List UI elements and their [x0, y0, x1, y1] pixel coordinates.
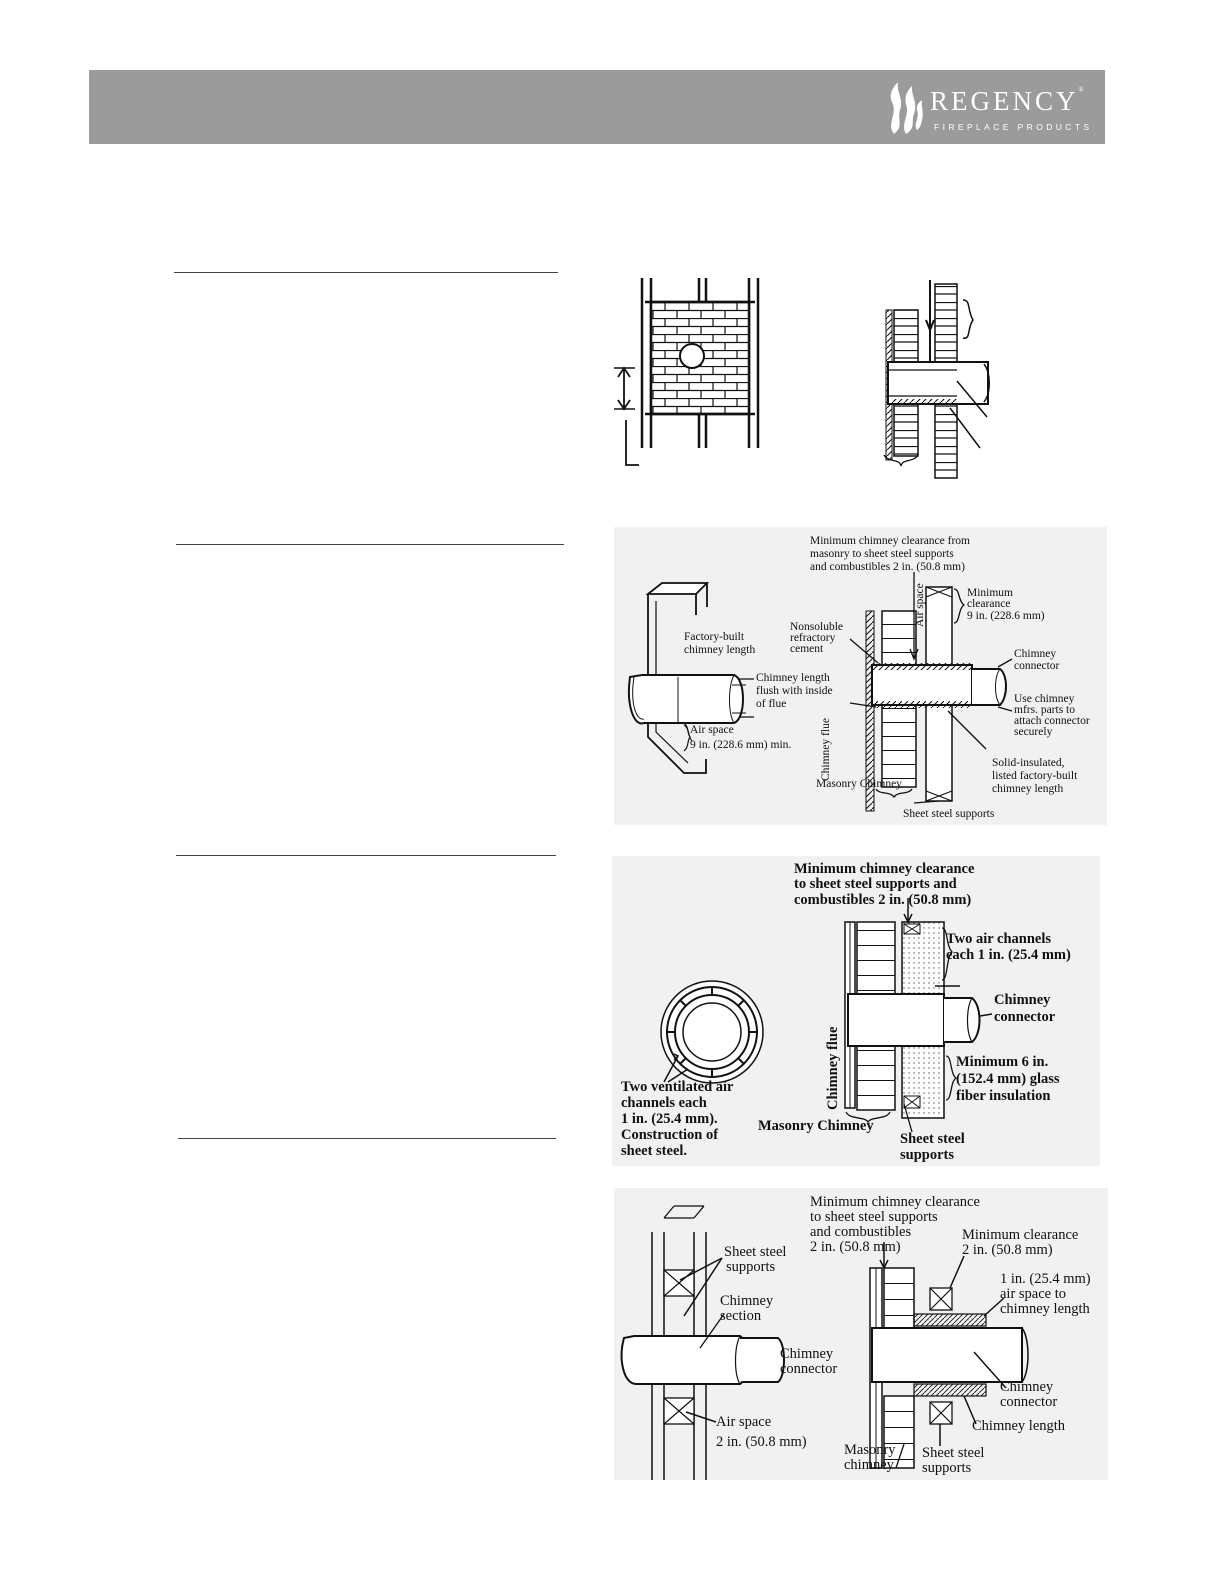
d-min-clearance-line-1: Minimum clearance [962, 1227, 1079, 1243]
b-chimney-connector-line-2: connector [1014, 660, 1060, 672]
c-chimney-connector-line-2: connector [994, 1009, 1056, 1025]
figure-d-chimney-section-thimble [614, 1188, 1108, 1480]
c-ventilated-line-4: Construction of [621, 1127, 719, 1143]
b-use-chimney-line-2: mfrs. parts to [1014, 704, 1076, 716]
b-use-chimney-line-1: Use chimney [1014, 693, 1075, 705]
d-top-note-line-3: and combustibles [810, 1224, 912, 1240]
b-factory-built-line-1: Factory-built [684, 631, 745, 643]
d-min-clearance-line-2: 2 in. (50.8 mm) [962, 1242, 1053, 1258]
b-factory-built-line-2: chimney length [684, 644, 756, 656]
section-rule-2 [176, 544, 564, 545]
b-min-clearance-line-3: 9 in. (228.6 mm) [967, 610, 1045, 622]
d-air-space-1in-line-2: air space to [1000, 1286, 1067, 1302]
c-chimney-flue-vertical-label: Chimney flue [825, 1026, 841, 1110]
d-chimney-connector-left-line-1: Chimney [780, 1346, 834, 1362]
c-minimum-6in-line-3: fiber insulation [956, 1088, 1051, 1104]
d-masonry-chimney-line-2: chimney [844, 1457, 894, 1473]
b-chimney-length-flush-line-3: of flue [756, 698, 787, 710]
b-air-space-line-2: 9 in. (228.6 mm) min. [690, 739, 792, 751]
d-chimney-connector-right-line-1: Chimney [1000, 1379, 1054, 1395]
d-sheet-steel-supports-right-line-2: supports [922, 1460, 972, 1476]
c-ventilated-line-1: Two ventilated air [621, 1079, 734, 1095]
brand-tagline: FIREPLACE PRODUCTS [934, 122, 1093, 132]
figure-a-masonry-wall-pass-through [605, 270, 1025, 485]
d-chimney-section-line-1: Chimney [720, 1293, 774, 1309]
d-air-space-1in-line-3: chimney length [1000, 1301, 1090, 1317]
d-chimney-length-label: Chimney length [972, 1418, 1066, 1434]
d-top-note-line-1: Minimum chimney clearance [810, 1194, 980, 1210]
c-chimney-connector-line-1: Chimney [994, 992, 1051, 1008]
d-sheet-steel-supports-left-line-2: supports [726, 1259, 776, 1275]
b-chimney-length-flush-line-2: flush with inside [756, 685, 833, 697]
b-min-clearance-line-1: Minimum [967, 587, 1014, 599]
b-chimney-flue-vertical-label: Chimney flue [820, 718, 832, 781]
c-top-note-line-2: to sheet steel supports and [794, 876, 957, 892]
d-sheet-steel-supports-right-line-1: Sheet steel [922, 1445, 985, 1461]
b-use-chimney-line-4: securely [1014, 726, 1053, 738]
brand-name: REGENCY® [930, 86, 1087, 116]
b-nonsoluble-line-1: Nonsoluble [790, 621, 844, 633]
c-two-air-channels-line-2: each 1 in. (25.4 mm) [946, 947, 1071, 963]
d-chimney-section-line-2: section [720, 1308, 762, 1324]
c-minimum-6in-line-2: (152.4 mm) glass [956, 1071, 1060, 1087]
d-top-note-line-2: to sheet steel supports [810, 1209, 938, 1225]
b-chimney-connector-line-1: Chimney [1014, 648, 1057, 660]
c-masonry-chimney-label: Masonry Chimney [758, 1118, 874, 1134]
d-air-space-2in-line-1: Air space [716, 1414, 772, 1430]
d-top-note-line-4: 2 in. (50.8 mm) [810, 1239, 901, 1255]
b-use-chimney-line-3: attach connector [1014, 715, 1090, 727]
section-rule-4 [178, 1138, 556, 1139]
figure-c-ventilated-thimble [612, 856, 1100, 1166]
c-ventilated-line-5: sheet steel. [621, 1143, 688, 1159]
b-nonsoluble-line-2: refractory [790, 632, 836, 644]
d-chimney-connector-right-line-2: connector [1000, 1394, 1058, 1410]
section-rule-1 [174, 272, 558, 273]
d-chimney-connector-left-line-2: connector [780, 1361, 838, 1377]
c-sheet-steel-supports-line-1: Sheet steel [900, 1131, 965, 1147]
c-top-note-line-1: Minimum chimney clearance [794, 861, 975, 877]
c-minimum-6in-line-1: Minimum 6 in. [956, 1054, 1049, 1070]
section-rule-3 [176, 855, 556, 856]
brand-logo [884, 80, 1094, 136]
b-air-space-vertical-label: Air space [914, 583, 926, 627]
c-ventilated-line-3: 1 in. (25.4 mm). [621, 1111, 718, 1127]
b-top-note-line-1: Minimum chimney clearance from [810, 535, 970, 547]
b-solid-insulated-line-1: Solid-insulated, [992, 757, 1065, 769]
b-min-clearance-line-2: clearance [967, 598, 1011, 610]
d-air-space-1in-line-1: 1 in. (25.4 mm) [1000, 1271, 1091, 1287]
c-top-note-line-3: combustibles 2 in. (50.8 mm) [794, 892, 972, 908]
trademark-mark: ® [1078, 86, 1087, 94]
c-ventilated-line-2: channels each [621, 1095, 707, 1111]
b-solid-insulated-line-3: chimney length [992, 783, 1064, 795]
b-top-note-line-3: and combustibles 2 in. (50.8 mm) [810, 561, 965, 573]
d-sheet-steel-supports-left-line-1: Sheet steel [724, 1244, 787, 1260]
c-sheet-steel-supports-line-2: supports [900, 1147, 954, 1163]
d-masonry-chimney-line-1: Masonry [844, 1442, 896, 1458]
b-nonsoluble-line-3: cement [790, 643, 824, 655]
b-chimney-length-flush-line-1: Chimney length [756, 672, 830, 684]
b-solid-insulated-line-2: listed factory-built [992, 770, 1078, 782]
flame-logo-icon [884, 80, 924, 136]
b-masonry-chimney-label: Masonry Chimney [816, 778, 902, 790]
figure-b-factory-built-chimney-length [614, 527, 1107, 825]
b-sheet-steel-supports-label: Sheet steel supports [903, 808, 995, 820]
b-air-space-line-1: Air space [690, 724, 734, 736]
c-two-air-channels-line-1: Two air channels [946, 931, 1052, 947]
d-air-space-2in-line-2: 2 in. (50.8 mm) [716, 1434, 807, 1450]
b-top-note-line-2: masonry to sheet steel supports [810, 548, 954, 560]
